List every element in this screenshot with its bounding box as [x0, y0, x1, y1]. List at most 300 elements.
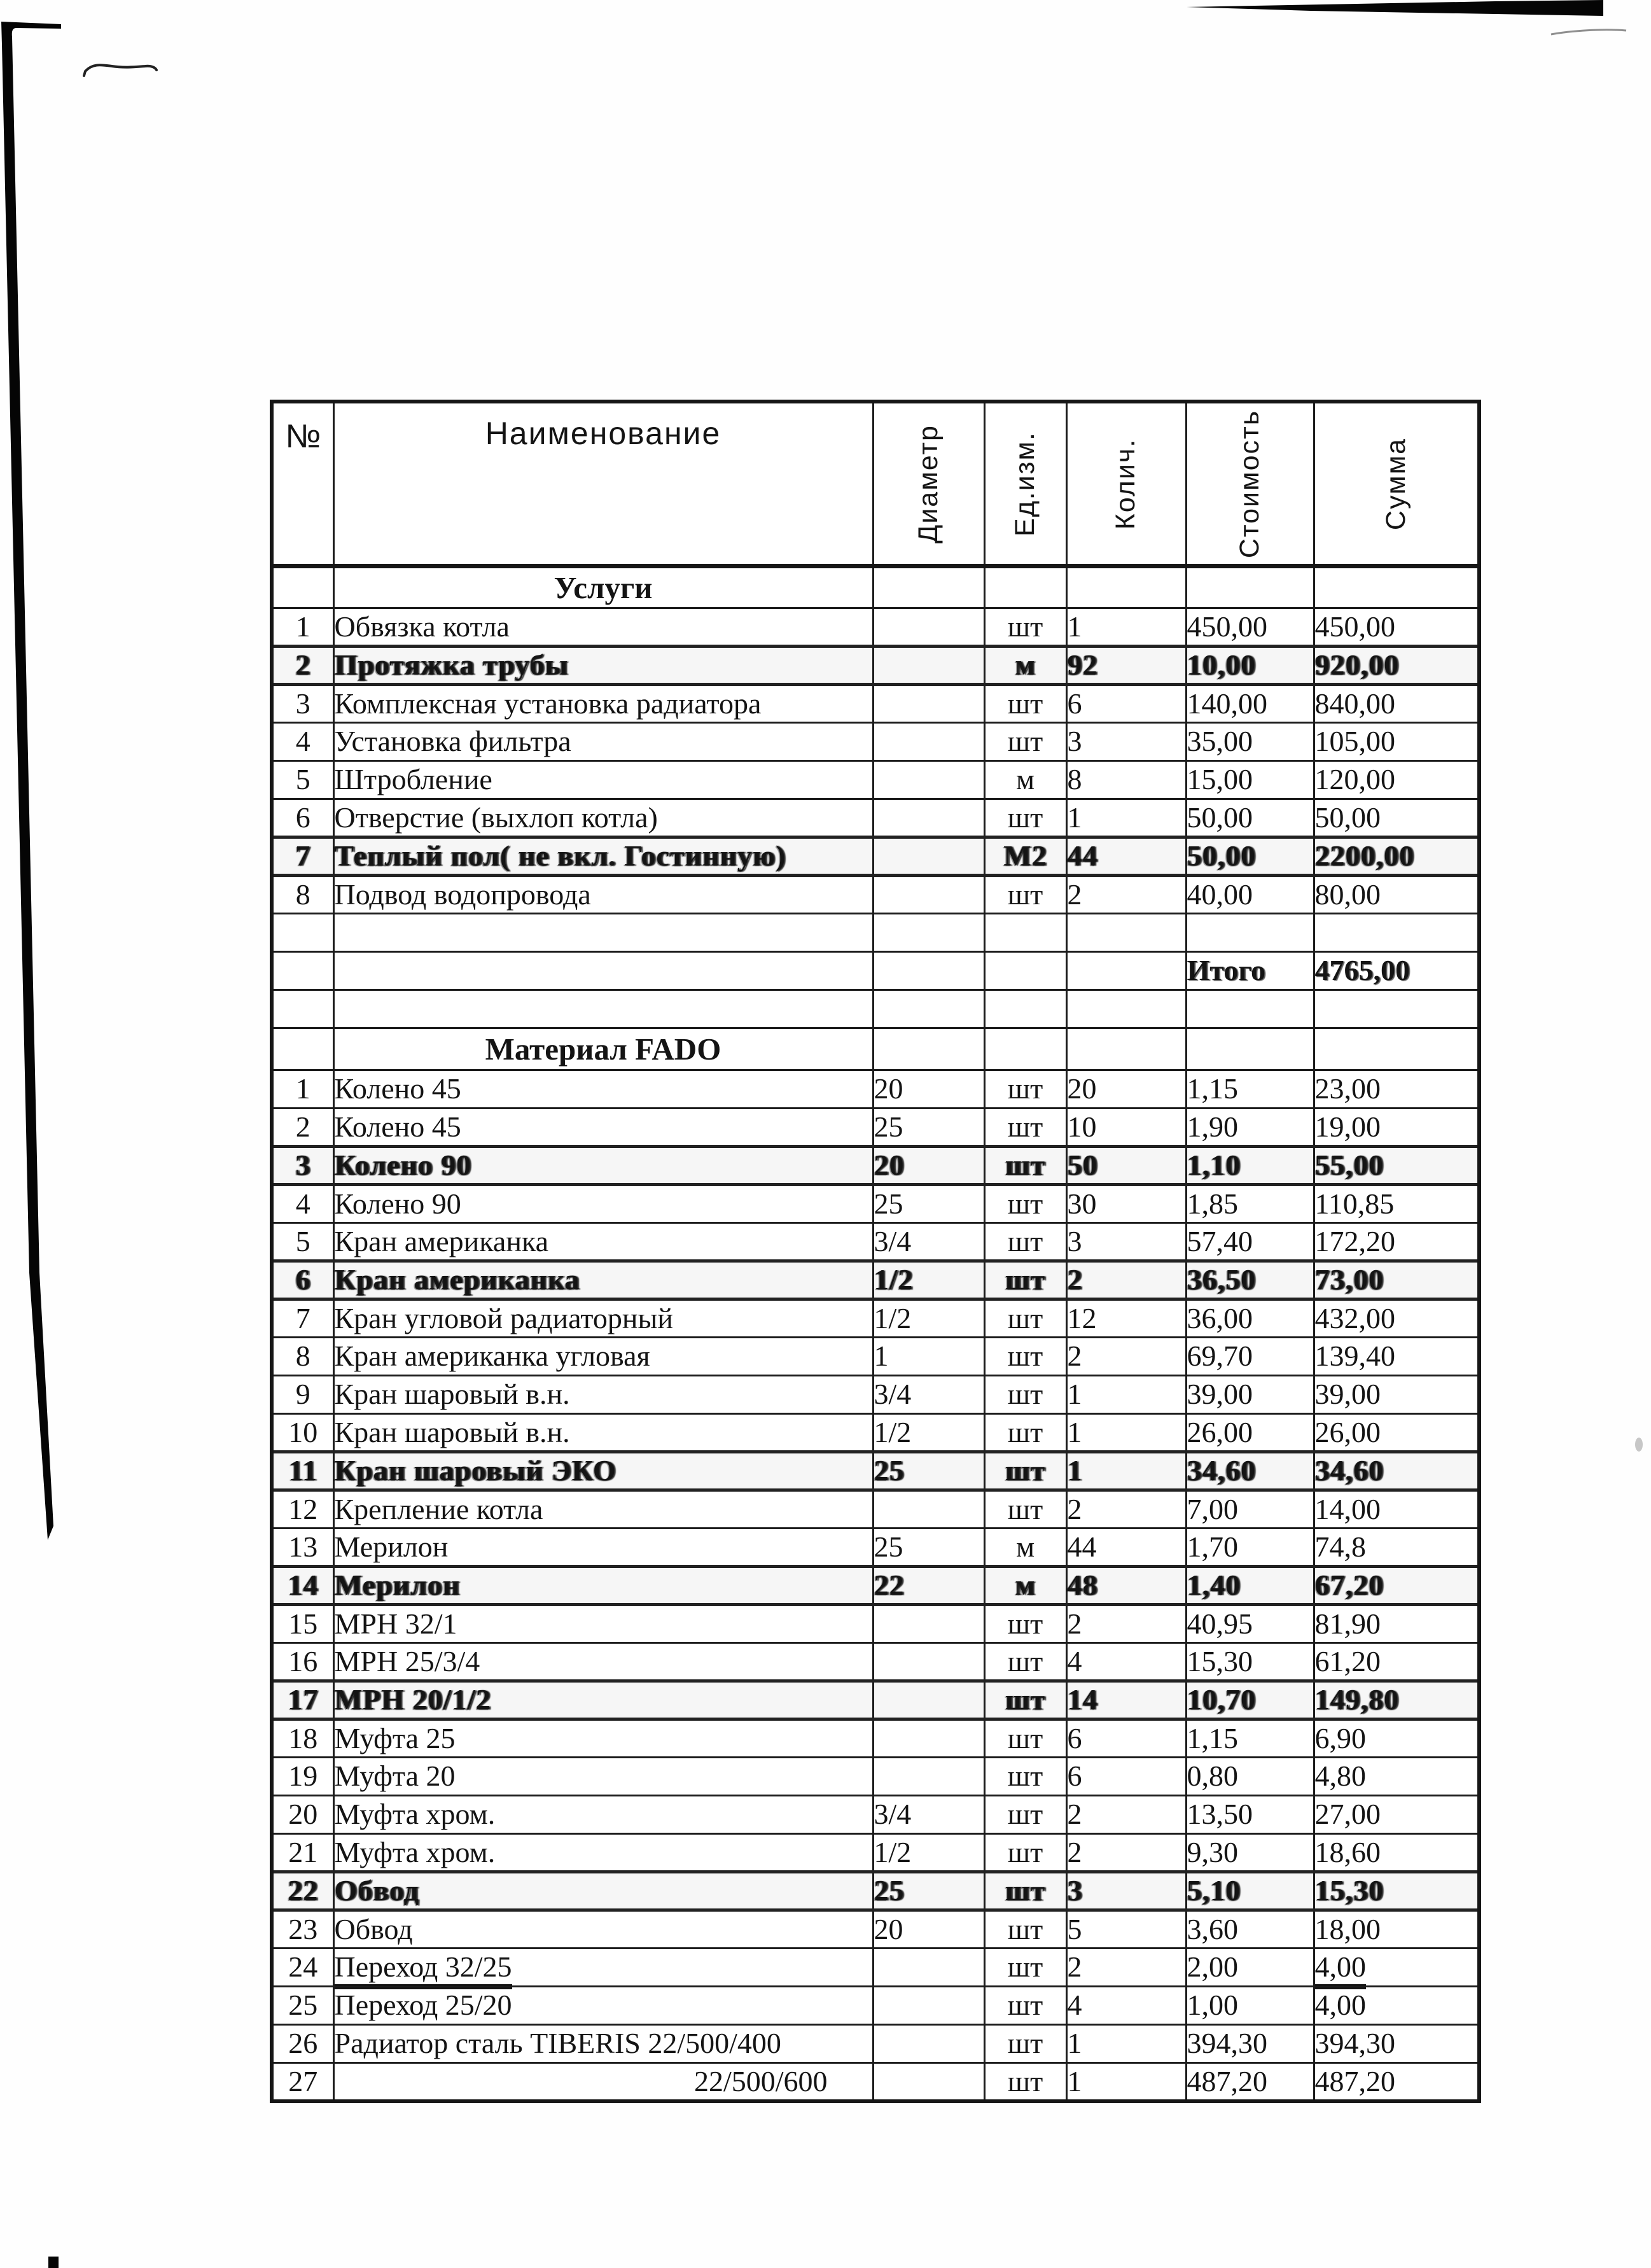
- cell-sum: 39,00: [1314, 1376, 1479, 1414]
- item-row: [272, 1185, 1479, 1223]
- cell-price: 26,00: [1186, 1414, 1314, 1452]
- cell-diameter: 1: [873, 1338, 984, 1376]
- scan-curl-artifact: [84, 65, 157, 76]
- col-header-qty-label: Колич.: [1110, 438, 1141, 529]
- cell-unit: шт: [984, 1949, 1066, 1987]
- cell-unit: шт: [984, 1109, 1066, 1147]
- cell-name: Мерилон: [333, 1567, 873, 1605]
- item-row: [272, 1109, 1479, 1147]
- cell-num: 8: [272, 1338, 333, 1376]
- vertical-label-wrap: [1187, 403, 1313, 564]
- cell-sum: 4,80: [1314, 1758, 1479, 1796]
- cell-unit: шт: [984, 608, 1066, 647]
- cell-diameter: [873, 608, 984, 647]
- cell-unit: [984, 914, 1066, 952]
- cell-diameter: [873, 1987, 984, 2025]
- cell-sum: 432,00: [1314, 1299, 1479, 1338]
- item-row: [272, 1376, 1479, 1414]
- cell-unit: шт: [984, 1987, 1066, 2025]
- cell-diameter: 25: [873, 1109, 984, 1147]
- item-row: [272, 1414, 1479, 1452]
- cell-num: 15: [272, 1605, 333, 1643]
- cell-unit: шт: [984, 1223, 1066, 1261]
- cell-qty: [1066, 952, 1186, 990]
- cell-diameter: 25: [873, 1872, 984, 1910]
- cell-sum: [1314, 914, 1479, 952]
- cell-diameter: [873, 647, 984, 685]
- cell-price: 50,00: [1186, 837, 1314, 876]
- cell-num: 7: [272, 837, 333, 876]
- cell-unit: шт: [984, 1490, 1066, 1529]
- cell-diameter: [873, 2025, 984, 2063]
- cell-diameter: 20: [873, 1070, 984, 1109]
- cell-num: 22: [272, 1872, 333, 1910]
- header-row: [272, 402, 1479, 566]
- cell-price: 394,30: [1186, 2025, 1314, 2063]
- cell-unit: шт: [984, 1070, 1066, 1109]
- table-body: [272, 566, 1479, 2101]
- cell-qty: 2: [1066, 1490, 1186, 1529]
- cell-unit: шт: [984, 1414, 1066, 1452]
- cell-sum: 394,30: [1314, 2025, 1479, 2063]
- cell-unit: м: [984, 1529, 1066, 1567]
- cell-diameter: [873, 1719, 984, 1758]
- cell-diameter: 25: [873, 1529, 984, 1567]
- cell-qty: [1066, 1028, 1186, 1070]
- cell-diameter: [873, 2063, 984, 2101]
- item-row: [272, 685, 1479, 723]
- cell-qty: 10: [1066, 1109, 1186, 1147]
- cell-name: Кран шаровый ЭКО: [333, 1452, 873, 1490]
- cell-qty: 1: [1066, 2025, 1186, 2063]
- cell-diameter: [873, 1949, 984, 1987]
- cell-price: 10,70: [1186, 1681, 1314, 1719]
- cell-price: 487,20: [1186, 2063, 1314, 2101]
- cell-unit: [984, 952, 1066, 990]
- cell-unit: шт: [984, 1261, 1066, 1299]
- item-row: [272, 1719, 1479, 1758]
- cell-sum: 4765,00: [1314, 952, 1479, 990]
- cell-sum: 34,60: [1314, 1452, 1479, 1490]
- item-row: [272, 1223, 1479, 1261]
- cell-unit: [984, 1028, 1066, 1070]
- cell-unit: шт: [984, 1910, 1066, 1949]
- col-header-unit: [984, 402, 1066, 566]
- cell-name: [333, 952, 873, 990]
- col-header-price-label: Стоимость: [1234, 409, 1265, 558]
- cell-name: Кран американка: [333, 1223, 873, 1261]
- cell-unit: [984, 990, 1066, 1028]
- cell-unit: шт: [984, 685, 1066, 723]
- cell-num: 23: [272, 1910, 333, 1949]
- underlined-text: 4,00: [1315, 1950, 1367, 1989]
- col-header-price: [1186, 402, 1314, 566]
- item-row: [272, 1872, 1479, 1910]
- item-row: [272, 1643, 1479, 1681]
- cell-diameter: [873, 1490, 984, 1529]
- cell-price: 35,00: [1186, 723, 1314, 761]
- cell-diameter: 25: [873, 1452, 984, 1490]
- cell-qty: 92: [1066, 647, 1186, 685]
- cell-sum: 14,00: [1314, 1490, 1479, 1529]
- cell-qty: 30: [1066, 1185, 1186, 1223]
- cell-qty: 2: [1066, 1949, 1186, 1987]
- cell-price: [1186, 1028, 1314, 1070]
- cell-diameter: [873, 761, 984, 799]
- item-row: [272, 1567, 1479, 1605]
- cell-qty: 2: [1066, 1261, 1186, 1299]
- cell-unit: [984, 566, 1066, 608]
- cell-unit: шт: [984, 1834, 1066, 1872]
- cell-name: Материал FADO: [333, 1028, 873, 1070]
- item-row: [272, 1070, 1479, 1109]
- cell-name: [333, 914, 873, 952]
- cell-sum: [1314, 1028, 1479, 1070]
- cell-unit: М2: [984, 837, 1066, 876]
- cell-num: [272, 1028, 333, 1070]
- cell-price: 1,15: [1186, 1070, 1314, 1109]
- cell-price: 3,60: [1186, 1910, 1314, 1949]
- vertical-label-wrap: [986, 403, 1066, 564]
- cell-diameter: [873, 990, 984, 1028]
- cell-price: 1,85: [1186, 1185, 1314, 1223]
- cell-price: 15,00: [1186, 761, 1314, 799]
- col-header-num: №: [272, 402, 333, 566]
- cell-sum: 840,00: [1314, 685, 1479, 723]
- cell-diameter: [873, 837, 984, 876]
- item-row: [272, 723, 1479, 761]
- cell-name: Переход 25/20: [333, 1987, 873, 2025]
- cell-name: Услуги: [333, 566, 873, 608]
- cell-diameter: [873, 566, 984, 608]
- cell-diameter: 22: [873, 1567, 984, 1605]
- cell-qty: [1066, 914, 1186, 952]
- cell-name: [333, 990, 873, 1028]
- cell-num: 7: [272, 1299, 333, 1338]
- item-row: [272, 1987, 1479, 2025]
- scan-speck-right: [1635, 1438, 1643, 1452]
- cell-qty: 1: [1066, 2063, 1186, 2101]
- cell-name: Отверстие (выхлоп котла): [333, 799, 873, 837]
- cell-diameter: 20: [873, 1910, 984, 1949]
- cell-num: 16: [272, 1643, 333, 1681]
- cell-diameter: 3/4: [873, 1376, 984, 1414]
- cell-qty: 1: [1066, 1452, 1186, 1490]
- cell-unit: шт: [984, 1643, 1066, 1681]
- cell-unit: шт: [984, 2025, 1066, 2063]
- cell-price: 69,70: [1186, 1338, 1314, 1376]
- cell-sum: 120,00: [1314, 761, 1479, 799]
- cell-name: Муфта хром.: [333, 1796, 873, 1834]
- item-row: [272, 1338, 1479, 1376]
- item-row: [272, 761, 1479, 799]
- cell-qty: 44: [1066, 1529, 1186, 1567]
- cell-diameter: [873, 914, 984, 952]
- col-header-sum: [1314, 402, 1479, 566]
- item-row: [272, 647, 1479, 685]
- cell-num: 25: [272, 1987, 333, 2025]
- cell-num: 4: [272, 1185, 333, 1223]
- cell-num: 24: [272, 1949, 333, 1987]
- cell-name: Кран угловой радиаторный: [333, 1299, 873, 1338]
- cell-unit: шт: [984, 1796, 1066, 1834]
- cell-price: Итого: [1186, 952, 1314, 990]
- cell-qty: 12: [1066, 1299, 1186, 1338]
- cell-sum: 15,30: [1314, 1872, 1479, 1910]
- vertical-label-wrap: [874, 403, 984, 564]
- cell-num: 14: [272, 1567, 333, 1605]
- cell-unit: м: [984, 647, 1066, 685]
- item-row: [272, 1681, 1479, 1719]
- cell-qty: [1066, 990, 1186, 1028]
- cell-name: Радиатор сталь TIBERIS 22/500/400: [333, 2025, 873, 2063]
- cell-unit: шт: [984, 2063, 1066, 2101]
- cell-sum: 81,90: [1314, 1605, 1479, 1643]
- cell-price: 1,70: [1186, 1529, 1314, 1567]
- cell-diameter: 1/2: [873, 1299, 984, 1338]
- col-header-diameter-label: Диаметр: [913, 424, 944, 543]
- cell-sum: 18,60: [1314, 1834, 1479, 1872]
- col-header-sum-label: Сумма: [1380, 437, 1411, 530]
- cell-diameter: [873, 1758, 984, 1796]
- cell-name: 22/500/600: [333, 2063, 873, 2101]
- cell-price: 2,00: [1186, 1949, 1314, 1987]
- cell-price: [1186, 566, 1314, 608]
- cell-name: Подвод водопровода: [333, 876, 873, 914]
- cell-qty: 2: [1066, 1834, 1186, 1872]
- cell-name: Кран американка угловая: [333, 1338, 873, 1376]
- item-row: [272, 1299, 1479, 1338]
- cell-sum: 487,20: [1314, 2063, 1479, 2101]
- vertical-label-wrap: [1068, 403, 1185, 564]
- cell-diameter: [873, 1028, 984, 1070]
- cell-price: 0,80: [1186, 1758, 1314, 1796]
- cell-name: Колено 45: [333, 1070, 873, 1109]
- cell-sum: 74,8: [1314, 1529, 1479, 1567]
- cell-diameter: 3/4: [873, 1796, 984, 1834]
- cell-qty: [1066, 566, 1186, 608]
- total-row: [272, 952, 1479, 990]
- cell-name: Кран шаровый в.н.: [333, 1414, 873, 1452]
- cell-sum: 920,00: [1314, 647, 1479, 685]
- cell-diameter: 1/2: [873, 1834, 984, 1872]
- cell-qty: 1: [1066, 1414, 1186, 1452]
- cell-qty: 1: [1066, 608, 1186, 647]
- item-row: [272, 1147, 1479, 1185]
- cell-unit: шт: [984, 1299, 1066, 1338]
- cell-price: 1,90: [1186, 1109, 1314, 1147]
- cell-sum: 23,00: [1314, 1070, 1479, 1109]
- cell-num: 8: [272, 876, 333, 914]
- scan-edge-artifact-top-right: [1187, 0, 1603, 16]
- cell-sum: 450,00: [1314, 608, 1479, 647]
- cell-num: 11: [272, 1452, 333, 1490]
- cell-name: Штробление: [333, 761, 873, 799]
- cell-sum: 18,00: [1314, 1910, 1479, 1949]
- cell-name: Установка фильтра: [333, 723, 873, 761]
- item-row: [272, 1452, 1479, 1490]
- cell-name: Колено 90: [333, 1147, 873, 1185]
- cell-diameter: [873, 1605, 984, 1643]
- cell-sum: 80,00: [1314, 876, 1479, 914]
- cell-qty: 2: [1066, 876, 1186, 914]
- col-header-unit-label: Ед.изм.: [1010, 431, 1040, 536]
- cell-price: 10,00: [1186, 647, 1314, 685]
- cell-qty: 1: [1066, 1376, 1186, 1414]
- cell-unit: м: [984, 761, 1066, 799]
- cell-diameter: [873, 799, 984, 837]
- cell-num: 1: [272, 1070, 333, 1109]
- section-header-row: [272, 566, 1479, 608]
- cell-unit: шт: [984, 1185, 1066, 1223]
- cell-price: 36,50: [1186, 1261, 1314, 1299]
- cell-price: 15,30: [1186, 1643, 1314, 1681]
- cell-unit: шт: [984, 1719, 1066, 1758]
- cell-num: 12: [272, 1490, 333, 1529]
- cell-sum: 26,00: [1314, 1414, 1479, 1452]
- cell-price: [1186, 914, 1314, 952]
- cell-qty: 48: [1066, 1567, 1186, 1605]
- cell-num: 5: [272, 761, 333, 799]
- item-row: [272, 837, 1479, 876]
- item-row: [272, 1910, 1479, 1949]
- cell-price: 450,00: [1186, 608, 1314, 647]
- cell-unit: шт: [984, 1681, 1066, 1719]
- cell-diameter: [873, 876, 984, 914]
- estimate-table: [270, 400, 1481, 2103]
- cell-price: 1,15: [1186, 1719, 1314, 1758]
- cell-name: Муфта 25: [333, 1719, 873, 1758]
- empty-row: [272, 990, 1479, 1028]
- item-row: [272, 1949, 1479, 1987]
- cell-num: 3: [272, 685, 333, 723]
- cell-price: 34,60: [1186, 1452, 1314, 1490]
- cell-num: 21: [272, 1834, 333, 1872]
- col-header-qty: [1066, 402, 1186, 566]
- cell-qty: 6: [1066, 1719, 1186, 1758]
- cell-name: Крепление котла: [333, 1490, 873, 1529]
- cell-qty: 20: [1066, 1070, 1186, 1109]
- cell-num: 20: [272, 1796, 333, 1834]
- cell-sum: 110,85: [1314, 1185, 1479, 1223]
- cell-sum: 2200,00: [1314, 837, 1479, 876]
- cell-num: 4: [272, 723, 333, 761]
- item-row: [272, 1834, 1479, 1872]
- item-row: [272, 2025, 1479, 2063]
- cell-num: 9: [272, 1376, 333, 1414]
- cell-qty: 3: [1066, 1872, 1186, 1910]
- cell-num: 27: [272, 2063, 333, 2101]
- cell-price: [1186, 990, 1314, 1028]
- scan-faint-line-artifact: [1551, 30, 1626, 34]
- item-row: [272, 1490, 1479, 1529]
- cell-num: 26: [272, 2025, 333, 2063]
- cell-qty: 6: [1066, 685, 1186, 723]
- cell-price: 40,95: [1186, 1605, 1314, 1643]
- cell-unit: шт: [984, 723, 1066, 761]
- cell-sum: 4,00: [1314, 1987, 1479, 2025]
- cell-num: [272, 952, 333, 990]
- cell-name: Муфта хром.: [333, 1834, 873, 1872]
- cell-name: [333, 1949, 873, 1987]
- cell-unit: м: [984, 1567, 1066, 1605]
- item-row: [272, 2063, 1479, 2101]
- item-row: [272, 1758, 1479, 1796]
- cell-name: Комплексная установка радиатора: [333, 685, 873, 723]
- cell-num: 2: [272, 647, 333, 685]
- cell-unit: шт: [984, 1376, 1066, 1414]
- item-row: [272, 1261, 1479, 1299]
- cell-unit: шт: [984, 1872, 1066, 1910]
- scan-edge-artifact-left-bar: [1, 22, 61, 1540]
- item-row: [272, 876, 1479, 914]
- cell-qty: 2: [1066, 1796, 1186, 1834]
- cell-qty: 6: [1066, 1758, 1186, 1796]
- cell-diameter: 25: [873, 1185, 984, 1223]
- cell-price: 40,00: [1186, 876, 1314, 914]
- cell-sum: 149,80: [1314, 1681, 1479, 1719]
- cell-sum: [1314, 990, 1479, 1028]
- cell-price: 50,00: [1186, 799, 1314, 837]
- cell-qty: 50: [1066, 1147, 1186, 1185]
- cell-name: МРН 32/1: [333, 1605, 873, 1643]
- cell-price: 57,40: [1186, 1223, 1314, 1261]
- col-header-diameter: [873, 402, 984, 566]
- cell-sum: 6,90: [1314, 1719, 1479, 1758]
- item-row: [272, 608, 1479, 647]
- cell-unit: шт: [984, 799, 1066, 837]
- cell-qty: 8: [1066, 761, 1186, 799]
- cell-sum: [1314, 1949, 1479, 1987]
- item-row: [272, 1605, 1479, 1643]
- cell-qty: 3: [1066, 1223, 1186, 1261]
- cell-qty: 4: [1066, 1643, 1186, 1681]
- scan-speck-bottom-left: [48, 2257, 59, 2268]
- cell-price: 140,00: [1186, 685, 1314, 723]
- cell-price: 5,10: [1186, 1872, 1314, 1910]
- cell-name: Теплый пол( не вкл. Гостинную): [333, 837, 873, 876]
- cell-num: 2: [272, 1109, 333, 1147]
- cell-num: 19: [272, 1758, 333, 1796]
- cell-name: МРН 25/3/4: [333, 1643, 873, 1681]
- cell-num: 1: [272, 608, 333, 647]
- cell-sum: 55,00: [1314, 1147, 1479, 1185]
- cell-num: 3: [272, 1147, 333, 1185]
- item-row: [272, 1796, 1479, 1834]
- cell-price: 1,40: [1186, 1567, 1314, 1605]
- cell-name: Кран американка: [333, 1261, 873, 1299]
- cell-qty: 14: [1066, 1681, 1186, 1719]
- cell-name: Колено 90: [333, 1185, 873, 1223]
- cell-name: Мерилон: [333, 1529, 873, 1567]
- cell-diameter: 3/4: [873, 1223, 984, 1261]
- cell-num: [272, 566, 333, 608]
- cell-sum: 172,20: [1314, 1223, 1479, 1261]
- cell-diameter: [873, 952, 984, 990]
- cell-diameter: [873, 1681, 984, 1719]
- cell-name: Обвязка котла: [333, 608, 873, 647]
- cell-sum: 105,00: [1314, 723, 1479, 761]
- cell-unit: шт: [984, 876, 1066, 914]
- item-row: [272, 1529, 1479, 1567]
- cell-sum: 61,20: [1314, 1643, 1479, 1681]
- cell-diameter: 1/2: [873, 1261, 984, 1299]
- cell-num: 13: [272, 1529, 333, 1567]
- cell-name: Кран шаровый в.н.: [333, 1376, 873, 1414]
- cell-unit: шт: [984, 1758, 1066, 1796]
- section-header-row: [272, 1028, 1479, 1070]
- cell-price: 9,30: [1186, 1834, 1314, 1872]
